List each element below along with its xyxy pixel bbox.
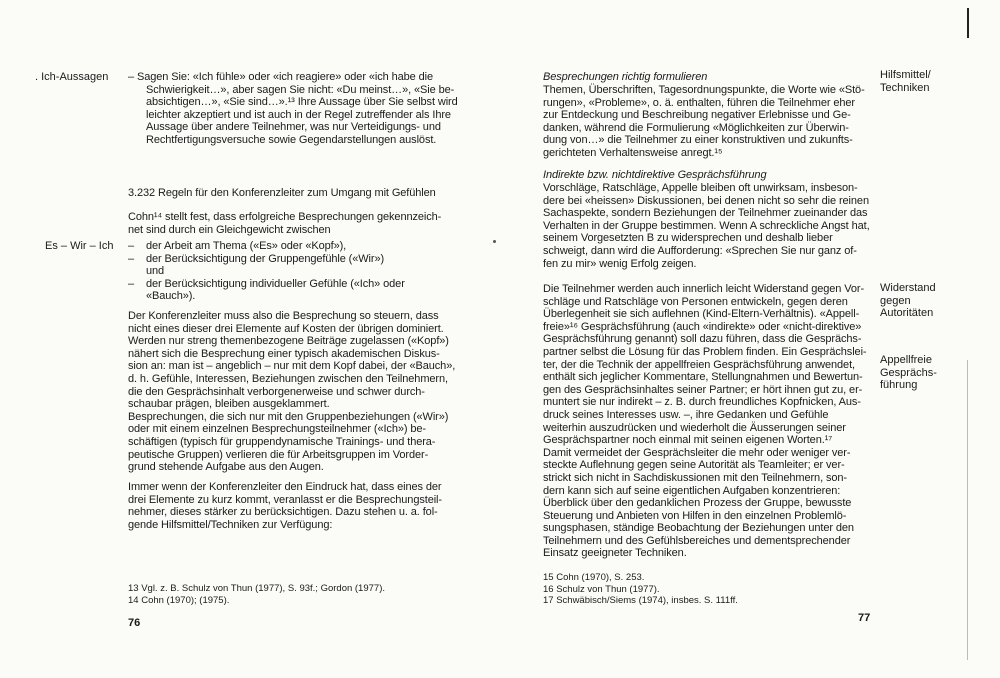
text-line: die den Gesprächsinhalt verborgenerweise und schwer durch- xyxy=(128,385,425,398)
list-text: und xyxy=(146,265,165,278)
text-line: steckte Auflehnung gegen seine Autorität als Teamleiter; er ver- xyxy=(543,459,845,472)
footnote: 16 Schulz von Thun (1977). xyxy=(543,583,660,595)
text-line: Cohn¹⁴ stellt fest, dass erfolgreiche Besprechungen gekennzeich- xyxy=(128,211,442,223)
ich-aussagen-block xyxy=(128,71,458,147)
margin-line: führung xyxy=(880,379,918,392)
text-line: muntert sie nur indirekt – z. B. durch freundliches Kopfnicken, Aus- xyxy=(543,396,861,409)
text-line: freie»¹⁶ Gesprächsführung (auch «indirekte» oder «nicht-direktive» xyxy=(543,320,862,333)
section-heading: 3.232 Regeln für den Konferenzleiter zum Umgang mit Gefühlen xyxy=(128,187,436,199)
text-line: nähert sich die Besprechung einer typisch akademischen Diskus- xyxy=(128,347,440,360)
text-line: dern kann sich auf seine eigentlichen Aufgaben konzentrieren: xyxy=(543,484,841,497)
hilfsmittel-intro-paragraph xyxy=(128,481,460,531)
footnotes-right xyxy=(543,572,883,607)
text-line: Gesprächspartner noch einmal mit seinen eigenen Worten.¹⁷ xyxy=(543,434,833,447)
text-line: schläge und Ratschläge von Personen entwickeln, gegen deren xyxy=(543,295,848,308)
list-item xyxy=(128,240,458,253)
text-line: – Sagen Sie: «Ich fühle» oder «ich reagiere» oder «ich habe die xyxy=(128,71,433,83)
list-dash xyxy=(128,265,146,278)
text-line: Werden nur streng themenbezogene Beiträge zugelassen («Kopf») xyxy=(128,335,449,348)
page-edge-line-faint xyxy=(967,360,968,660)
text-line: strickt sich nicht in Sachdiskussionen mit den Teilnehmern, son- xyxy=(543,471,847,484)
margin-note-appellfreie xyxy=(880,354,937,392)
margin-line: Gesprächs- xyxy=(880,366,937,379)
text-line: Gesprächsführung genannt) soll dazu führen, dass die Gesprächs- xyxy=(543,333,862,346)
text-line: schweigt, dann wird die Aufforderung: «Sprechen Sie nur ganz of- xyxy=(543,244,857,257)
heading-besprechungen: Besprechungen richtig formulieren xyxy=(543,71,708,83)
balance-list xyxy=(128,240,458,303)
list-dash xyxy=(128,290,146,303)
margin-note-es-wir-ich: Es – Wir – Ich xyxy=(45,240,114,252)
text-line: nehmer, dieses stärker zu berücksichtigen. Dazu stehen u. a. fol- xyxy=(128,506,438,519)
margin-line: Techniken xyxy=(880,81,930,94)
page-number-right: 77 xyxy=(858,612,871,624)
footnote: 15 Cohn (1970), S. 253. xyxy=(543,572,645,583)
konferenzleiter-paragraph xyxy=(128,310,460,474)
list-item xyxy=(128,278,458,291)
margin-note-widerstand xyxy=(880,282,936,320)
margin-line: gegen xyxy=(880,294,911,307)
widerstand-paragraph xyxy=(543,283,875,560)
text-line: dung von…» die Teilnehmer zu einer konstruktiven und zukunfts- xyxy=(543,134,853,147)
footnotes-left xyxy=(128,583,468,606)
margin-line: Appellfreie xyxy=(880,354,932,366)
text-line: sion an: man ist – angeblich – nur mit dem Kopf dabei, der «Bauch», xyxy=(128,360,456,373)
page-edge-line xyxy=(967,8,969,38)
heading-indirekte: Indirekte bzw. nichtdirektive Gesprächsführung xyxy=(543,169,767,181)
text-line: nicht eines dieser drei Elemente auf Kosten der übrigen dominiert. xyxy=(128,322,444,335)
text-line: gende Hilfsmittel/Techniken zur Verfügung: xyxy=(128,518,333,531)
text-line: enthält sich jeglicher Kommentare, Stellungnahmen und Bewertun- xyxy=(543,371,863,384)
footnote: 13 Vgl. z. B. Schulz von Thun (1977), S. 93f.; Gordon (1977). xyxy=(128,583,385,594)
page-number-left: 76 xyxy=(128,617,141,629)
text-line: ter, der die Technik der appellfreien Gesprächsführung anwendet, xyxy=(543,358,855,371)
text-line: partner selbst die Lösung für das Problem finden. Ein Gesprächslei- xyxy=(543,345,867,358)
text-line: Die Teilnehmer werden auch innerlich leicht Widerstand gegen Vor- xyxy=(543,283,865,295)
text-line: sungsphasen, ständige Beobachtung der Beziehungen unter den xyxy=(543,522,854,535)
text-line: schaubar prägen, bleiben ausgeklammert. xyxy=(128,398,330,411)
indirekte-paragraph xyxy=(543,182,873,270)
text-line: grund stehende Aufgabe aus den Augen. xyxy=(128,461,324,474)
text-line: Der Konferenzleiter muss also die Besprechung so steuern, dass xyxy=(128,310,439,322)
text-line: rungen», «Probleme», o. ä. enthalten, führen die Teilnehmer eher xyxy=(543,96,855,109)
text-line: Einsatz geeigneter Techniken. xyxy=(543,547,687,560)
text-line: dere bei «heissen» Diskussionen, bei denen nicht so sehr die reinen xyxy=(543,194,869,207)
text-line: net sind durch ein Gleichgewicht zwischen xyxy=(128,223,331,236)
text-line: drei Elemente zu kurz kommt, veranlasst er die Besprechungsteil- xyxy=(128,493,442,506)
text-line: danken, während die Formulierung «Möglichkeiten zur Überwin- xyxy=(543,121,849,134)
list-text: der Berücksichtigung individueller Gefühle («Ich» oder xyxy=(146,277,405,290)
text-line: fen zu mir» wenig Erfolg zeigen. xyxy=(543,257,697,270)
margin-line: Hilfsmittel/ xyxy=(880,69,931,81)
text-line: peutische Gruppen) verlieren die für Arbeitsgruppen im Vorder- xyxy=(128,448,429,461)
text-line: absichtigen…», «Sie sind…».¹³ Ihre Aussage über Sie selbst wird xyxy=(146,96,458,109)
text-line: leichter akzeptiert und ist auch in der Regel zutreffender als Ihre xyxy=(146,108,451,121)
text-line: d. h. Gefühle, Interessen, Beziehungen zwischen den Teilnehmern, xyxy=(128,372,448,385)
list-text: der Berücksichtigung der Gruppengefühle («Wir») xyxy=(146,252,385,265)
list-dash: – xyxy=(128,252,135,265)
text-line: druck seines Interesses usw. –, ihre Gedanken und Gefühle xyxy=(543,408,829,421)
list-item xyxy=(128,290,458,303)
scan-dot xyxy=(493,240,496,243)
text-line: Verhalten in der Gruppe bestimmen. Wenn A schreckliche Angst hat, xyxy=(543,219,870,232)
formulieren-paragraph xyxy=(543,84,873,160)
text-line: Vorschläge, Ratschläge, Appelle bleiben oft unwirksam, insbeson- xyxy=(543,182,858,194)
text-line: schäftigen (typisch für gruppendynamische Trainings- und thera- xyxy=(128,435,436,448)
margin-line: Widerstand xyxy=(880,282,936,294)
list-item xyxy=(128,265,458,278)
cohn-paragraph xyxy=(128,211,458,236)
text-line: Besprechungen, die sich nur mit den Gruppenbeziehungen («Wir») xyxy=(128,410,449,423)
text-line: seinem Vorgesetzten B zu widersprechen und deshalb lieber xyxy=(543,232,833,245)
text-line: Immer wenn der Konferenzleiter den Eindruck hat, dass eines der xyxy=(128,481,442,493)
list-dash: – xyxy=(128,277,135,290)
list-text: «Bauch»). xyxy=(146,290,196,303)
text-line: Themen, Überschriften, Tagesordnungspunkte, die Worte wie «Stö- xyxy=(543,84,865,96)
text-line: Damit vermeidet der Gesprächsleiter die mehr oder weniger ver- xyxy=(543,446,851,459)
text-line: gerichteten Verhaltensweise anregt.¹⁵ xyxy=(543,146,723,159)
text-line: oder mit einem einzelnen Besprechungsteilnehmer («Ich») be- xyxy=(128,423,426,436)
text-line: gen des Gesprächsinhaltes seiner Partner; er hört ihnen gut zu, er- xyxy=(543,383,863,396)
text-line: Sachaspekte, sondern Beziehungen der Teilnehmer zueinander das xyxy=(543,207,868,220)
text-line: Schwierigkeit…», aber sagen Sie nicht: «Du meinst…», «Sie be- xyxy=(146,83,455,96)
text-line: weiterhin auszudrücken und wiederholt die Äusserungen seiner xyxy=(543,421,846,434)
text-line: Aussage über andere Teilnehmer, was nur Verteidigungs- und xyxy=(146,121,441,134)
margin-note-ich-aussagen: . Ich-Aussagen xyxy=(35,71,109,83)
text-line: Überblick über den gedanklichen Prozess der Gruppe, bewusste xyxy=(543,497,852,510)
margin-line: Autoritäten xyxy=(880,307,934,320)
footnote: 17 Schwäbisch/Siems (1974), insbes. S. 111ff. xyxy=(543,595,738,606)
text-line: Teilnehmern und des Gefühlsbereiches und dementsprechender xyxy=(543,534,851,547)
list-dash: – xyxy=(128,240,135,252)
text-line: Überlegenheit sie sich auflehnen (Kind-Eltern-Verhältnis). «Appell- xyxy=(543,308,860,321)
text-line: Rechtfertigungsversuche sowie Gegendarstellungen auslöst. xyxy=(146,133,437,146)
footnote: 14 Cohn (1970); (1975). xyxy=(128,594,230,606)
text-line: zur Entdeckung und Beschreibung negativer Erlebnisse und Ge- xyxy=(543,109,851,122)
list-text: der Arbeit am Thema («Es» oder «Kopf»), xyxy=(146,240,347,252)
text-line: Steuerung und Anbieten von Hilfen in den einzelnen Problemlö- xyxy=(543,509,847,522)
list-item xyxy=(128,253,458,266)
margin-note-hilfsmittel xyxy=(880,69,931,94)
